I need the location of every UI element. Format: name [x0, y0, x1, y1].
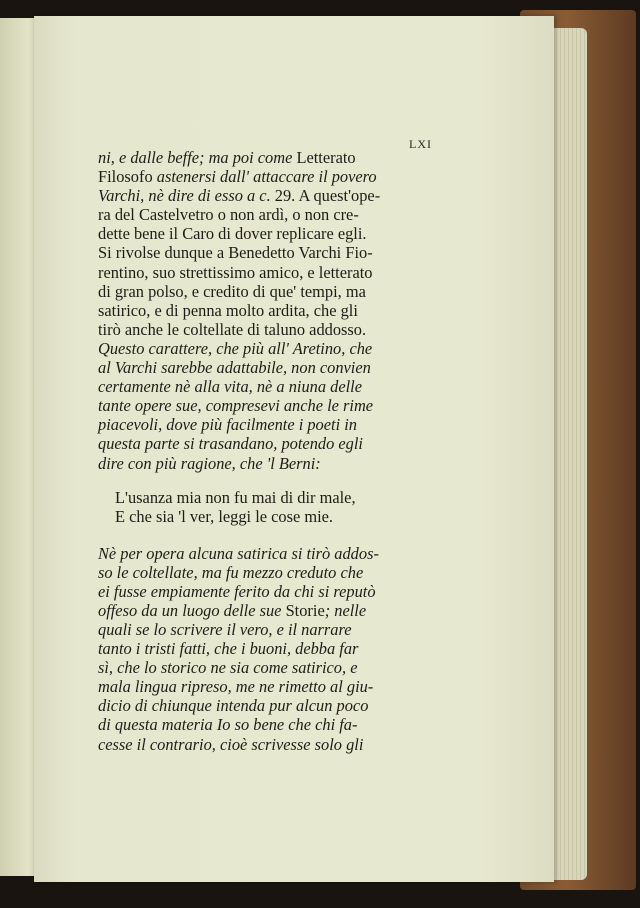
text-line — [98, 639, 418, 658]
text-run: questa parte si trasandano, potendo egli — [98, 434, 363, 454]
text-run: ra del Castelvetro o non ardì, o non cre- — [98, 205, 359, 225]
text-line — [98, 735, 418, 754]
text-line — [98, 339, 418, 358]
text-line — [98, 415, 418, 434]
text-line — [98, 563, 418, 582]
verse-line: E che sia 'l ver, leggi le cose mie. — [115, 507, 334, 527]
paragraph-1 — [98, 148, 418, 473]
text-run: di questa materia Io so bene che chi fa- — [98, 715, 358, 735]
text-run: dicio di chiunque intenda pur alcun poco — [98, 696, 369, 716]
text-run: Storie — [285, 600, 325, 620]
verse-quotation — [98, 488, 418, 527]
text-line — [98, 320, 418, 339]
text-line — [98, 696, 418, 715]
text-run: piacevoli, dove più facilmente i poeti in — [98, 415, 357, 435]
paragraph-2 — [98, 544, 418, 754]
text-run: Varchi, nè dire di esso a c. — [98, 186, 275, 206]
text-run: quali se lo scrivere il vero, e il narrare — [98, 619, 352, 639]
text-run: cesse il contrario, cioè scrivesse solo gli — [98, 734, 364, 754]
text-run: mala lingua ripreso, me ne rimetto al giu- — [98, 677, 374, 697]
text-run: sì, che lo storico ne sia come satirico, e — [98, 658, 358, 678]
text-line — [98, 224, 418, 243]
text-line — [98, 434, 418, 453]
text-line — [98, 263, 418, 282]
page-text — [98, 148, 418, 754]
text-line — [98, 301, 418, 320]
text-line — [98, 282, 418, 301]
text-run: satirico, e di penna molto ardita, che gli — [98, 300, 358, 320]
text-line — [98, 582, 418, 601]
text-run: Letterato — [296, 148, 356, 167]
text-run: Nè per opera alcuna satirica si tirò addos- — [98, 543, 379, 563]
text-line — [98, 358, 418, 377]
text-line — [98, 377, 418, 396]
text-run: ni, e dalle beffe; ma poi come — [98, 148, 297, 167]
text-run: offeso da un luogo delle sue — [98, 600, 286, 620]
text-line — [98, 148, 418, 167]
text-run: di gran polso, e credito di que' tempi, ma — [98, 281, 366, 301]
text-line — [98, 658, 418, 677]
text-run: certamente nè alla vita, nè a niuna delle — [98, 377, 362, 397]
text-line — [98, 396, 418, 415]
page-number: LXI — [409, 137, 432, 151]
text-run: tanto i tristi fatti, che i buoni, debba far — [98, 639, 359, 659]
text-run: 29. A quest'ope- — [274, 186, 381, 206]
text-run: so le coltellate, ma fu mezzo creduto che — [98, 562, 364, 582]
text-line — [98, 601, 418, 620]
text-run: Filosofo — [98, 167, 157, 187]
text-run: al Varchi sarebbe adattabile, non convien — [98, 358, 371, 378]
verse-line: L'usanza mia non fu mai di dir male, — [115, 487, 356, 507]
text-run: ; nelle — [324, 600, 367, 620]
text-line — [98, 205, 418, 224]
text-run: dire con più ragione, che 'l Berni: — [98, 453, 321, 473]
text-run: Si rivolse dunque a Benedetto Varchi Fio- — [98, 243, 373, 263]
text-run: tirò anche le coltellate di taluno addosso. — [98, 319, 367, 339]
text-run: astenersi dall' attaccare il povero — [156, 167, 377, 187]
text-run: Questo carattere, che più all' Aretino, che — [98, 338, 373, 358]
text-line — [98, 186, 418, 205]
text-line — [98, 715, 418, 734]
text-line — [98, 620, 418, 639]
text-run: tante opere sue, compresevi anche le rime — [98, 396, 374, 416]
text-line — [98, 167, 418, 186]
text-line — [98, 677, 418, 696]
text-line — [98, 243, 418, 262]
text-run: dette bene il Caro di dover replicare egli. — [98, 224, 367, 244]
text-line — [98, 544, 418, 563]
text-run: rentino, suo strettissimo amico, e letterato — [98, 262, 373, 282]
text-run: ei fusse empiamente ferito da chi si reputò — [98, 581, 376, 601]
text-line — [98, 454, 418, 473]
